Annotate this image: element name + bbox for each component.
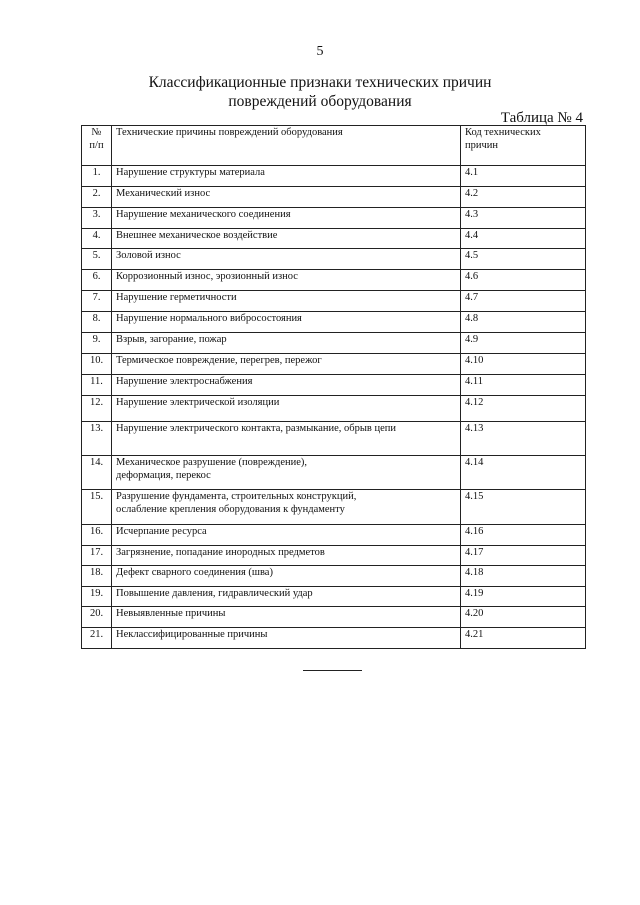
table-row — [82, 270, 586, 291]
row-code: 4.2 — [461, 187, 586, 208]
row-description: Дефект сварного соединения (шва) — [112, 566, 461, 587]
row-number: 11. — [82, 375, 112, 396]
row-number: 5. — [82, 249, 112, 270]
row-description: Повышение давления, гидравлический удар — [112, 587, 461, 607]
row-number: 1. — [82, 166, 112, 187]
table-row — [82, 208, 586, 229]
row-code: 4.5 — [461, 249, 586, 270]
row-code: 4.16 — [461, 525, 586, 546]
row-description: Термическое повреждение, перегрев, пережог — [112, 354, 461, 375]
row-number: 21. — [82, 628, 112, 649]
row-description: Разрушение фундамента, строительных конструкций, ослабление крепления оборудования к фундаменту — [112, 490, 461, 525]
row-number: 18. — [82, 566, 112, 587]
row-description: Исчерпание ресурса — [112, 525, 461, 546]
header-code — [461, 126, 586, 166]
title-line-2: повреждений оборудования — [228, 93, 412, 110]
header-description — [112, 126, 461, 166]
row-code: 4.4 — [461, 229, 586, 249]
title-line-1: Классификационные признаки технических причин — [148, 74, 492, 91]
row-number: 4. — [82, 229, 112, 249]
header-number-text: № п/п — [89, 127, 104, 151]
table-row — [82, 607, 586, 628]
row-description: Загрязнение, попадание инородных предметов — [112, 546, 461, 566]
row-code: 4.21 — [461, 628, 586, 649]
row-code: 4.17 — [461, 546, 586, 566]
row-number: 16. — [82, 525, 112, 546]
header-description-text: Технические причины повреждений оборудования — [116, 127, 343, 138]
row-number: 17. — [82, 546, 112, 566]
row-description: Механическое разрушение (повреждение), деформация, перекос — [112, 456, 461, 490]
row-number: 15. — [82, 490, 112, 525]
row-number: 14. — [82, 456, 112, 490]
row-code: 4.13 — [461, 422, 586, 456]
row-number: 20. — [82, 607, 112, 628]
row-number: 9. — [82, 333, 112, 354]
table-row — [82, 354, 586, 375]
causes-table — [81, 125, 586, 649]
row-number: 13. — [82, 422, 112, 456]
row-description: Невыявленные причины — [112, 607, 461, 628]
row-description: Золовой износ — [112, 249, 461, 270]
row-description: Коррозионный износ, эрозионный износ — [112, 270, 461, 291]
row-description: Нарушение структуры материала — [112, 166, 461, 187]
table-row — [82, 396, 586, 422]
row-description: Неклассифицированные причины — [112, 628, 461, 649]
document-title — [0, 73, 640, 111]
row-number: 7. — [82, 291, 112, 312]
row-description: Механический износ — [112, 187, 461, 208]
row-code: 4.8 — [461, 312, 586, 333]
table-label: Таблица № 4 — [500, 110, 583, 126]
row-description: Нарушение электроснабжения — [112, 375, 461, 396]
table-row — [82, 587, 586, 607]
table-row — [82, 333, 586, 354]
row-description: Нарушение электрической изоляции — [112, 396, 461, 422]
table-row — [82, 312, 586, 333]
table-row — [82, 166, 586, 187]
table-row — [82, 249, 586, 270]
table-row — [82, 291, 586, 312]
table-row — [82, 628, 586, 649]
row-number: 6. — [82, 270, 112, 291]
table-row — [82, 525, 586, 546]
row-code: 4.10 — [461, 354, 586, 375]
row-description: Внешнее механическое воздействие — [112, 229, 461, 249]
row-code: 4.12 — [461, 396, 586, 422]
table-row — [82, 422, 586, 456]
row-code: 4.3 — [461, 208, 586, 229]
row-code: 4.19 — [461, 587, 586, 607]
table-row — [82, 490, 586, 525]
row-code: 4.7 — [461, 291, 586, 312]
table-header-row — [82, 126, 586, 166]
row-code: 4.11 — [461, 375, 586, 396]
header-code-text: Код технических причин — [465, 127, 541, 151]
page-number: 5 — [316, 44, 324, 59]
row-code: 4.6 — [461, 270, 586, 291]
row-number: 8. — [82, 312, 112, 333]
table-row — [82, 456, 586, 490]
row-description: Нарушение герметичности — [112, 291, 461, 312]
table-row — [82, 229, 586, 249]
row-number: 3. — [82, 208, 112, 229]
header-number — [82, 126, 112, 166]
row-description: Взрыв, загорание, пожар — [112, 333, 461, 354]
row-number: 10. — [82, 354, 112, 375]
row-description: Нарушение нормального вибросостояния — [112, 312, 461, 333]
table-row — [82, 566, 586, 587]
row-description: Нарушение механического соединения — [112, 208, 461, 229]
table-row — [82, 546, 586, 566]
row-number: 2. — [82, 187, 112, 208]
row-description: Нарушение электрического контакта, размыкание, обрыв цепи — [112, 422, 461, 456]
row-code: 4.20 — [461, 607, 586, 628]
row-code: 4.1 — [461, 166, 586, 187]
separator-line — [303, 670, 362, 671]
row-code: 4.14 — [461, 456, 586, 490]
row-code: 4.18 — [461, 566, 586, 587]
row-code: 4.15 — [461, 490, 586, 525]
row-number: 12. — [82, 396, 112, 422]
table-row — [82, 375, 586, 396]
row-number: 19. — [82, 587, 112, 607]
row-code: 4.9 — [461, 333, 586, 354]
table-row — [82, 187, 586, 208]
